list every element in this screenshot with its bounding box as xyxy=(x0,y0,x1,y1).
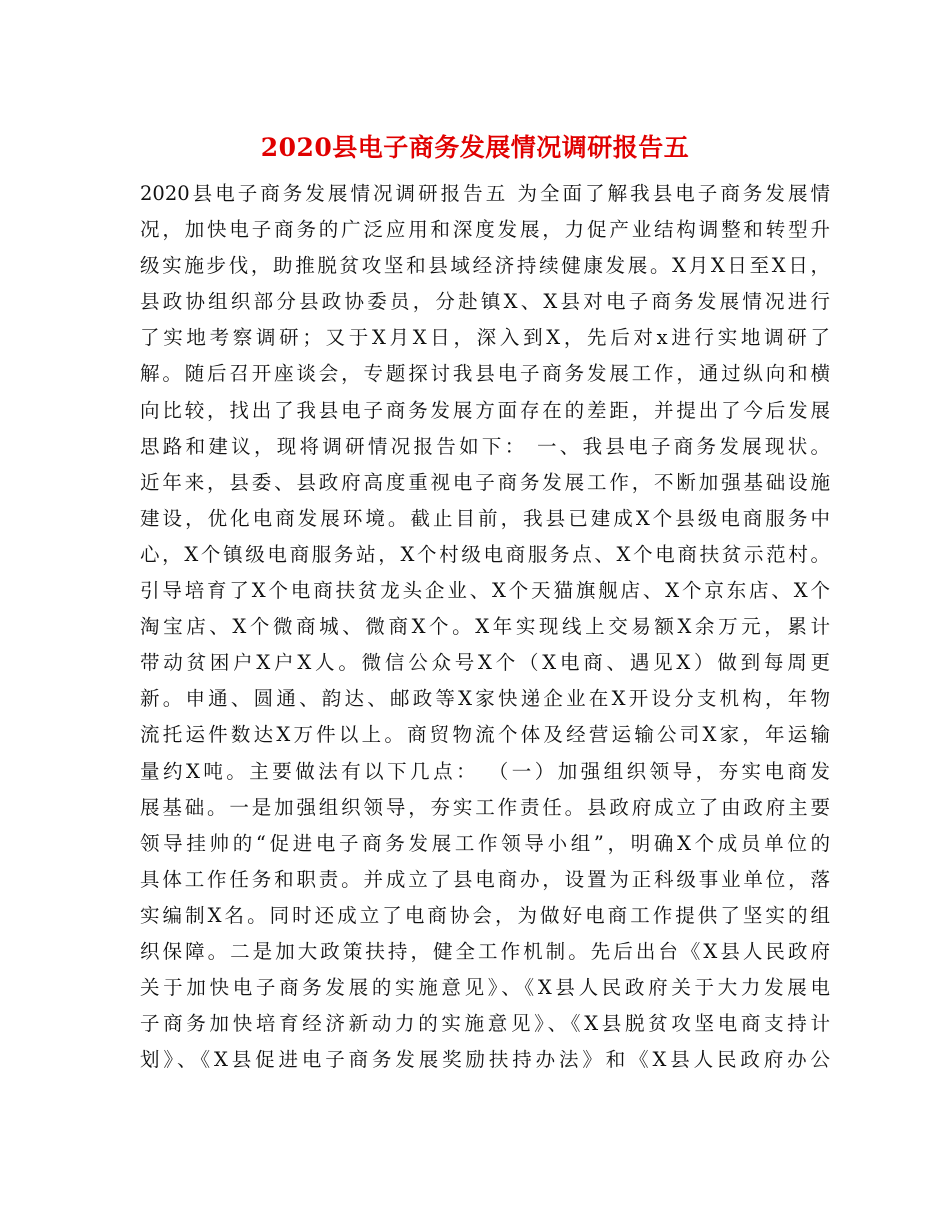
text-line: 2020县电子商务发展情况调研报告五 为全面了解我县电子商务发展情 xyxy=(140,182,830,205)
text-line: 县政协组织部分县政协委员，分赴镇X、X县对电子商务发展情况进行 xyxy=(140,290,830,314)
text-line: 实编制X名。同时还成立了电商协会，为做好电商工作提供了坚实的组 xyxy=(140,903,830,927)
text-line: 近年来，县委、县政府高度重视电子商务发展工作，不断加强基础设施 xyxy=(140,470,830,494)
text-line: 了实地考察调研；又于X月X日，深入到X，先后对x进行实地调研了 xyxy=(140,326,830,350)
page-title: 2020县电子商务发展情况调研报告五 xyxy=(260,133,690,162)
text-line: 解。随后召开座谈会，专题探讨我县电子商务发展工作，通过纵向和横 xyxy=(140,362,830,386)
text-line: 带动贫困户X户X人。微信公众号X个（X电商、遇见X）做到每周更 xyxy=(140,651,830,675)
text-line: 量约X吨。主要做法有以下几点： （一）加强组织领导，夯实电商发 xyxy=(140,759,830,783)
text-line: 具体工作任务和职责。并成立了县电商办，设置为正科级事业单位，落 xyxy=(140,867,830,891)
text-line: 划》、《X县促进电子商务发展奖励扶持办法》和《X县人民政府办公 xyxy=(140,1048,830,1072)
text-line: 况，加快电子商务的广泛应用和深度发展，力促产业结构调整和转型升 xyxy=(140,218,830,242)
text-line: 织保障。二是加大政策扶持，健全工作机制。先后出台《X县人民政府 xyxy=(140,939,830,963)
text-line: 展基础。一是加强组织领导，夯实工作责任。县政府成立了由政府主要 xyxy=(140,795,830,819)
text-line: 新。申通、圆通、韵达、邮政等X家快递企业在X开设分支机构，年物 xyxy=(140,687,830,711)
text-line: 级实施步伐，助推脱贫攻坚和县域经济持续健康发展。X月X日至X日， xyxy=(140,254,830,278)
text-line: 向比较，找出了我县电子商务发展方面存在的差距，并提出了今后发展 xyxy=(140,398,830,422)
body-paragraph xyxy=(140,176,830,1078)
text-line: 流托运件数达X万件以上。商贸物流个体及经营运输公司X家，年运输 xyxy=(140,723,830,747)
text-line: 建设，优化电商发展环境。截止目前，我县已建成X个县级电商服务中 xyxy=(140,506,830,530)
text-line: 领导挂帅的“促进电子商务发展工作领导小组”，明确X个成员单位的 xyxy=(140,831,830,855)
text-line: 心，X个镇级电商服务站，X个村级电商服务点、X个电商扶贫示范村。 xyxy=(140,542,830,566)
text-line: 引导培育了X个电商扶贫龙头企业、X个天猫旗舰店、X个京东店、X个 xyxy=(140,579,830,603)
text-line: 淘宝店、X个微商城、微商X个。X年实现线上交易额X余万元，累计 xyxy=(140,615,830,639)
text-line: 子商务加快培育经济新动力的实施意见》、《X县脱贫攻坚电商支持计 xyxy=(140,1012,830,1036)
text-line: 关于加快电子商务发展的实施意见》、《X县人民政府关于大力发展电 xyxy=(140,976,830,1000)
text-line: 思路和建议，现将调研情况报告如下： 一、我县电子商务发展现状。 xyxy=(140,434,830,458)
